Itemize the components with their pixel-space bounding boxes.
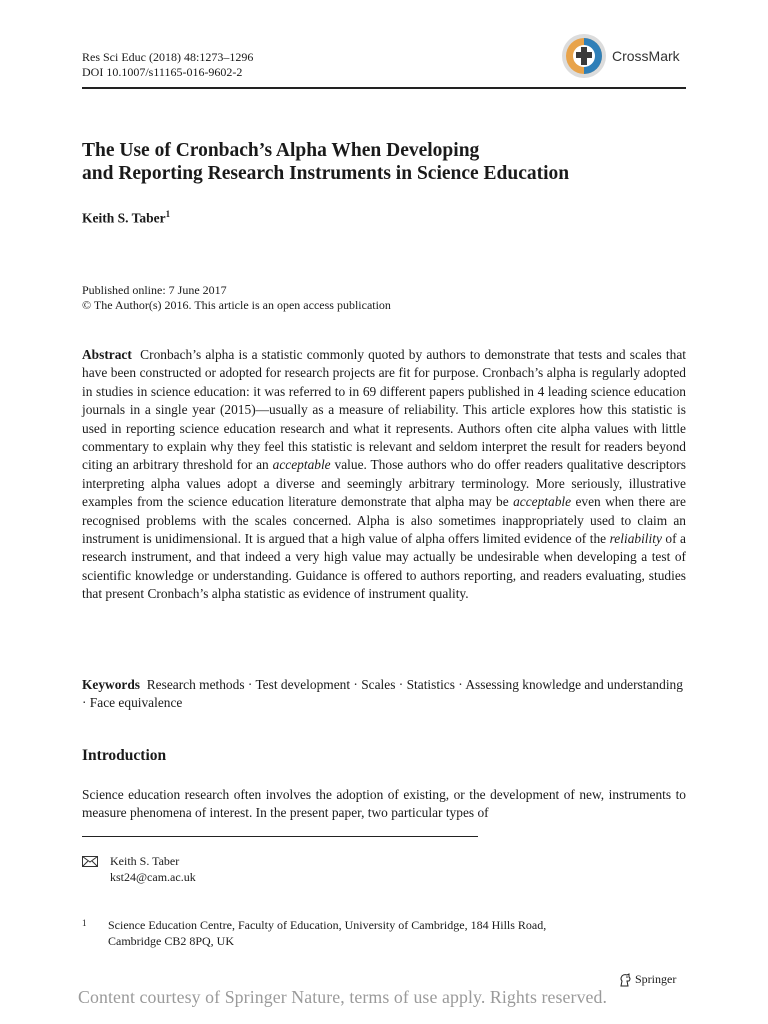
envelope-icon: [82, 856, 98, 867]
publisher-logo: [618, 972, 676, 987]
section-heading-introduction: Introduction: [82, 747, 167, 764]
introduction-text: Science education research often involves the adoption of existing, or the development of new, instruments to measure phenomena of interest. In the present paper, two particular types of: [82, 787, 686, 821]
affiliation-number: 1: [82, 918, 87, 928]
abstract-emphasis-2: acceptable: [513, 494, 572, 510]
contact-name: Keith S. Taber: [110, 854, 180, 868]
header-divider: [82, 87, 686, 89]
keywords-label: Keywords: [82, 677, 141, 692]
affiliation-line-2: Cambridge CB2 8PQ, UK: [108, 934, 234, 948]
publisher-name: Springer: [635, 972, 677, 986]
abstract-text-2: value. Those authors who do offer readers qualitative descriptors interpreting alpha values adopt a diverse and seemingly arbitrary terminology. More seriously, illustrative examples from the science education literature demonstrate that alpha may be: [82, 457, 686, 510]
abstract-text-4: of a research instrument, and that indeed a very high value may actually be undesirable when developing a test of scientific knowledge or understanding. Guidance is offered to authors reporting, and readers evaluating, studies that present Cronbach’s alpha statistic as evidence of instrument quality.: [82, 531, 686, 602]
copyright-watermark: Content courtesy of Springer Nature, terms of use apply. Rights reserved.: [78, 987, 608, 1007]
abstract: [82, 346, 686, 604]
contact-email[interactable]: kst24@cam.ac.uk: [110, 870, 196, 884]
doi[interactable]: DOI 10.1007/s11165-016-9602-2: [82, 65, 243, 79]
abstract-text-3: even when there are recognised problems with the scales concerned. Alpha is also sometimes inappropriately used to claim an instrument is unidimensional. It is argued that a high value of alpha offers limited evidence of the: [82, 494, 686, 547]
title-line-2: and Reporting Research Instruments in Science Education: [82, 163, 570, 184]
journal-reference: [82, 50, 253, 80]
author-affiliation: [82, 917, 686, 949]
abstract-label: Abstract: [82, 347, 132, 362]
crossmark-label: CrossMark: [612, 48, 680, 64]
affiliation-line-1: Science Education Centre, Faculty of Education, University of Cambridge, 184 Hills Road,: [108, 918, 547, 932]
publication-info: [82, 283, 391, 313]
crossmark-badge[interactable]: [560, 32, 680, 80]
keywords: [82, 676, 686, 713]
author-text: Keith S. Taber: [82, 210, 166, 226]
keywords-list: Research methods · Test development · Scales · Statistics · Assessing knowledge and understanding · Face equivalence: [82, 677, 683, 711]
abstract-emphasis-1: acceptable: [272, 457, 331, 473]
author-name: [82, 209, 170, 227]
journal-citation: Res Sci Educ (2018) 48:1273–1296: [82, 50, 254, 64]
author-affiliation-ref[interactable]: 1: [165, 209, 171, 219]
title-line-1: The Use of Cronbach’s Alpha When Developing: [82, 140, 480, 161]
published-date: Published online: 7 June 2017: [82, 283, 227, 297]
springer-horse-icon: [618, 973, 632, 987]
article-title: [82, 139, 686, 185]
corresponding-author: [82, 853, 196, 885]
abstract-emphasis-3: reliability: [609, 531, 662, 547]
footnote-divider: [82, 836, 478, 837]
copyright-notice: © The Author(s) 2016. This article is an open access publication: [82, 298, 391, 312]
abstract-text-1: Cronbach’s alpha is a statistic commonly quoted by authors to demonstrate that tests and scales that have been constructed or adopted for research projects are fit for purpose. Cronbach’s alpha is regularly adopted in studies in science education: it was referred to in 69 different papers published in 4 leading science education journals in a single year (2015)—usually as a measure of reliability. This article explores how this statistic is used in reporting science education research and what it represents. Authors often cite alpha values with little commentary to explain why they feel this statistic is relevant and seldom interpret the result for readers beyond citing an arbitrary threshold for an: [82, 347, 686, 473]
crossmark-icon: [560, 32, 608, 80]
